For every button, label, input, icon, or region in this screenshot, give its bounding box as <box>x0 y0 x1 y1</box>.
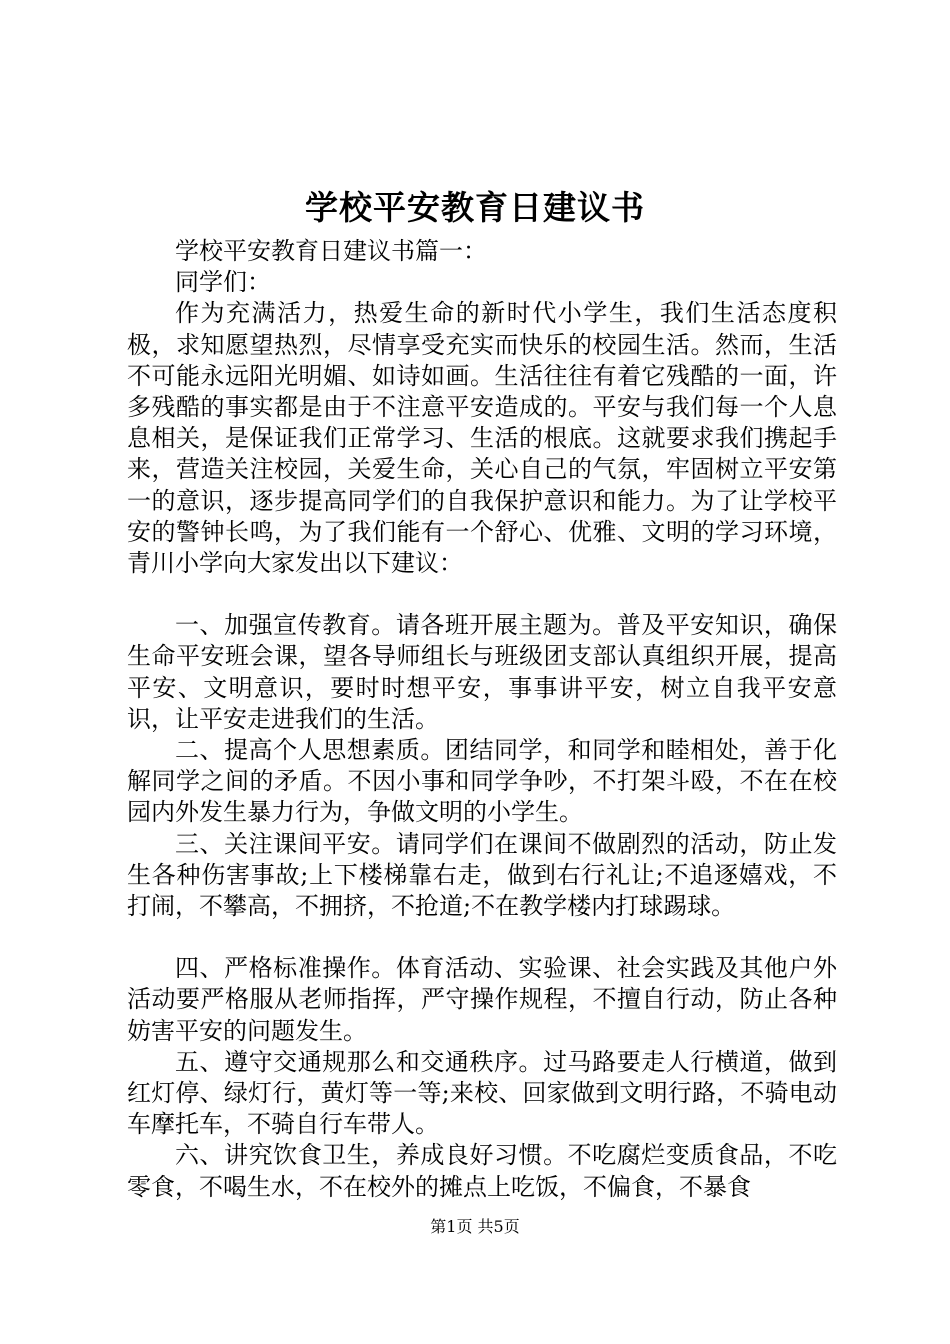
suggestion-3: 三、关注课间平安。请同学们在课间不做剧烈的活动，防止发生各种伤害事故;上下楼梯靠右走，做到右行礼让;不追逐嬉戏，不打闹，不攀高，不拥挤，不抢道;不在教学楼内打球踢球。 <box>127 829 837 921</box>
document-body <box>127 236 837 1203</box>
intro-paragraph: 作为充满活力，热爱生命的新时代小学生，我们生活态度积极，求知愿望热烈，尽情享受充实而快乐的校园生活。然而，生活不可能永远阳光明媚、如诗如画。生活往往有着它残酷的一面，许多残酷的事实都是由于不注意平安造成的。平安与我们每一个人息息相关，是保证我们正常学习、生活的根底。这就要求我们携起手来，营造关注校园，关爱生命，关心自己的气氛，牢固树立平安第一的意识，逐步提高同学们的自我保护意识和能力。为了让学校平安的警钟长鸣，为了我们能有一个舒心、优雅、文明的学习环境，青川小学向大家发出以下建议： <box>127 299 837 578</box>
suggestion-1: 一、加强宣传教育。请各班开展主题为。普及平安知识，确保生命平安班会课，望各导师组长与班级团支部认真组织开展，提高平安、文明意识，要时时想平安，事事讲平安，树立自我平安意识，让平安走进我们的生活。 <box>127 611 837 733</box>
document-title: 学校平安教育日建议书 <box>305 188 645 227</box>
suggestion-2: 二、提高个人思想素质。团结同学，和同学和睦相处，善于化解同学之间的矛盾。不因小事和同学争吵，不打架斗殴，不在在校园内外发生暴力行为，争做文明的小学生。 <box>127 736 837 827</box>
page-number-footer: 第1页 共5页 <box>430 1217 520 1236</box>
suggestion-5: 五、遵守交通规那么和交通秩序。过马路要走人行横道，做到红灯停、绿灯行，黄灯等一等;来校、回家做到文明行路，不骑电动车摩托车，不骑自行车带人。 <box>127 1047 837 1139</box>
section-heading: 学校平安教育日建议书篇一： <box>175 237 487 265</box>
suggestion-6: 六、讲究饮食卫生，养成良好习惯。不吃腐烂变质食品，不吃零食，不喝生水，不在校外的摊点上吃饭，不偏食，不暴食 <box>127 1141 837 1201</box>
salutation: 同学们： <box>175 268 271 297</box>
suggestion-4: 四、严格标准操作。体育活动、实验课、社会实践及其他户外活动要严格服从老师指挥，严守操作规程，不擅自行动，防止各种妨害平安的问题发生。 <box>127 954 837 1045</box>
